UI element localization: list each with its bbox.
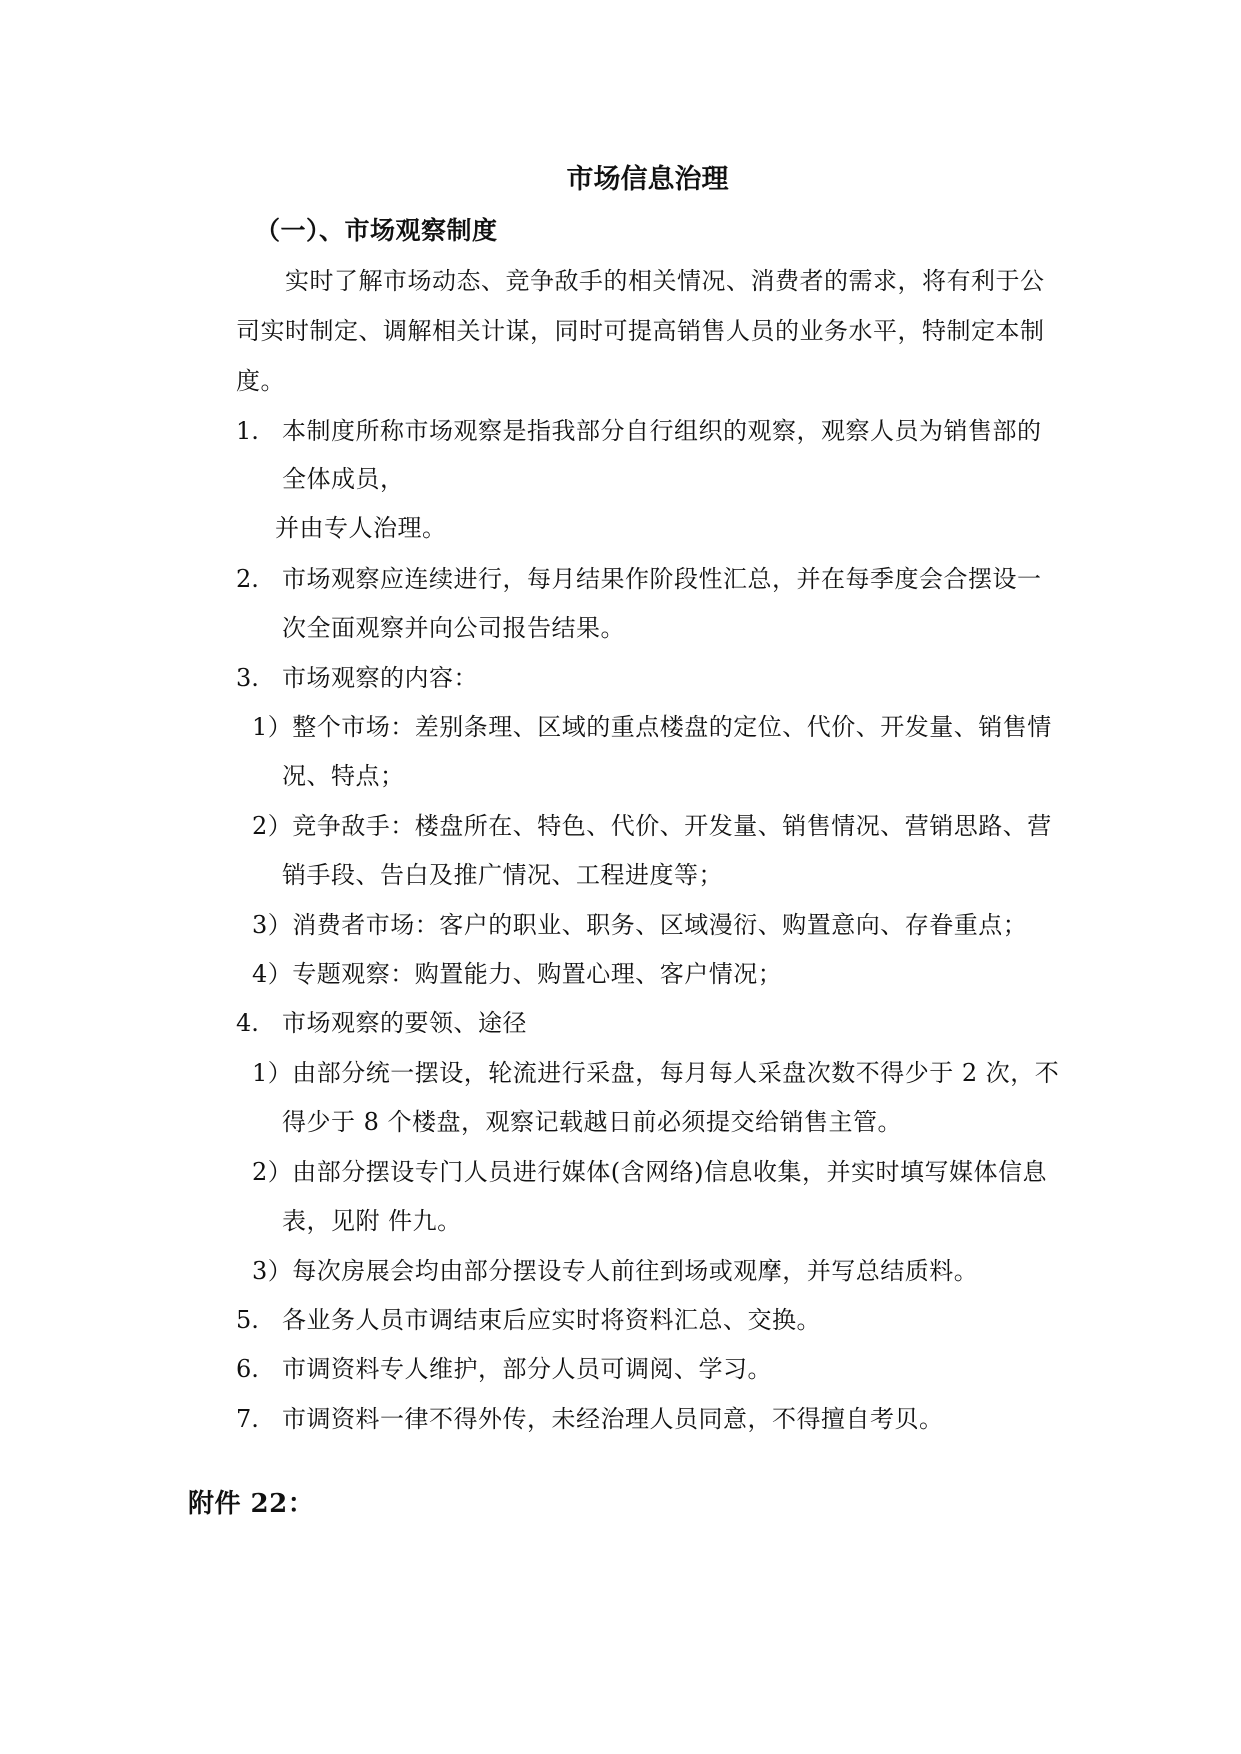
item-2-number: 2.	[236, 565, 259, 593]
item-3-number: 3.	[236, 664, 259, 692]
item-4-3-line-1: 3）每次房展会均由部分摆设专人前往到场或观摩，并写总结质料。	[252, 1257, 979, 1285]
item-4-1-line-1: 1）由部分统一摆设，轮流进行采盘，每月每人采盘次数不得少于 2 次，不	[252, 1059, 1060, 1087]
item-4-2-line-1: 2）由部分摆设专门人员进行媒体(含网络)信息收集，并实时填写媒体信息	[252, 1158, 1047, 1186]
section-heading: （一）、市场观察制度	[255, 216, 498, 245]
item-3-3-line-1: 3）消费者市场：客户的职业、职务、区域漫衍、购置意向、存眷重点；	[252, 911, 1028, 939]
item-7-line-1: 市调资料一律不得外传，未经治理人员同意，不得擅自考贝。	[282, 1405, 944, 1433]
intro-line-3: 度。	[236, 367, 285, 395]
item-4-2-line-2: 表，见附 件九。	[282, 1207, 462, 1235]
item-2-line-2: 次全面观察并向公司报告结果。	[282, 614, 625, 642]
item-3-2-line-1: 2）竞争敌手：楼盘所在、特色、代价、开发量、销售情况、营销思路、营	[252, 812, 1052, 840]
item-4-number: 4.	[236, 1009, 259, 1037]
item-4-1-line-2: 得少于 8 个楼盘，观察记载越日前必须提交给销售主管。	[282, 1108, 903, 1136]
item-3-line-1: 市场观察的内容：	[282, 664, 478, 692]
item-1-line-3: 并由专人治理。	[275, 514, 447, 542]
page-title: 市场信息治理	[566, 164, 729, 195]
item-5-line-1: 各业务人员市调结束后应实时将资料汇总、交换。	[282, 1306, 821, 1334]
item-3-1-line-1: 1）整个市场：差别条理、区域的重点楼盘的定位、代价、开发量、销售情	[252, 713, 1052, 741]
item-7-number: 7.	[236, 1405, 259, 1433]
item-1-number: 1.	[236, 417, 259, 445]
item-1-line-1: 本制度所称市场观察是指我部分自行组织的观察，观察人员为销售部的	[282, 417, 1042, 445]
intro-line-2: 司实时制定、调解相关计谋，同时可提高销售人员的业务水平，特制定本制	[236, 317, 1045, 345]
item-6-number: 6.	[236, 1355, 259, 1383]
item-3-1-line-2: 况、特点；	[282, 762, 405, 790]
item-5-number: 5.	[236, 1306, 259, 1334]
item-3-2-line-2: 销手段、告白及推广情况、工程进度等；	[282, 861, 723, 889]
item-4-line-1: 市场观察的要领、途径	[282, 1009, 527, 1037]
intro-line-1: 实时了解市场动态、竞争敌手的相关情况、消费者的需求，将有利于公	[285, 267, 1045, 295]
item-2-line-1: 市场观察应连续进行，每月结果作阶段性汇总，并在每季度会合摆设一	[282, 565, 1042, 593]
item-3-4-line-1: 4）专题观察：购置能力、购置心理、客户情况；	[252, 960, 783, 988]
item-1-line-2: 全体成员，	[282, 465, 405, 493]
item-6-line-1: 市调资料专人维护，部分人员可调阅、学习。	[282, 1355, 772, 1383]
attachment-label: 附件 22：	[188, 1489, 315, 1519]
